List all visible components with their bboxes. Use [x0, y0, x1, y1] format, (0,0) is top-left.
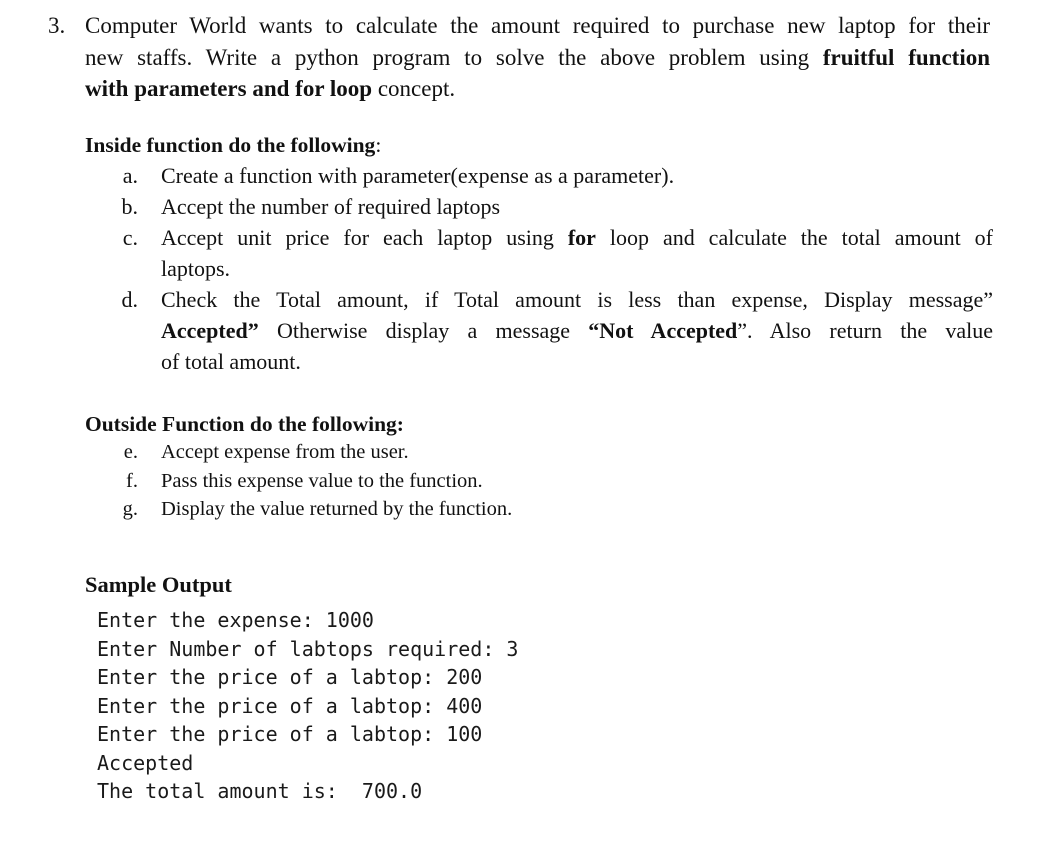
inside-list: a. Create a function with parameter(expense as a parameter). b. Accept the number of required laptops c. Accept unit price for each laptop using for loop and calculate the total amount of laptops. d. Check the Total amount, if Total amount is less than expense, Display message” Accepted” Otherwise display a message “Not Accepted”. Also return the value of total amount. — [121, 163, 993, 374]
sample-output-code — [97, 606, 518, 806]
sample-output-heading: Sample Output — [85, 572, 232, 597]
outside-list: e. Accept expense from the user. f. Pass this expense value to the function. g. Display the value returned by the function. — [122, 441, 513, 520]
question-text — [85, 10, 990, 105]
code-line: Accepted — [97, 750, 194, 775]
inside-heading: Inside function do the following: — [85, 133, 382, 157]
code-line: Enter the price of a labtop: 400 — [97, 693, 483, 718]
outside-heading: Outside Function do the following: — [85, 412, 404, 436]
question-number: 3. — [48, 13, 66, 38]
code-line: Enter the price of a labtop: 200 — [97, 665, 483, 689]
code-line: Enter the expense: 1000 — [97, 608, 374, 632]
question-line-2: new staffs. Write a python program to solve the above problem using fruitful function — [85, 44, 991, 70]
code-line: The total amount is: 700.0 — [97, 779, 423, 803]
code-line: Enter Number of labtops required: 3 — [97, 636, 519, 661]
question-line-1: Computer World wants to calculate the amount required to purchase new laptop for their — [85, 13, 990, 38]
code-line: Enter the price of a labtop: 100 — [97, 722, 483, 746]
question-line-3: with parameters and for loop concept. — [85, 76, 456, 101]
